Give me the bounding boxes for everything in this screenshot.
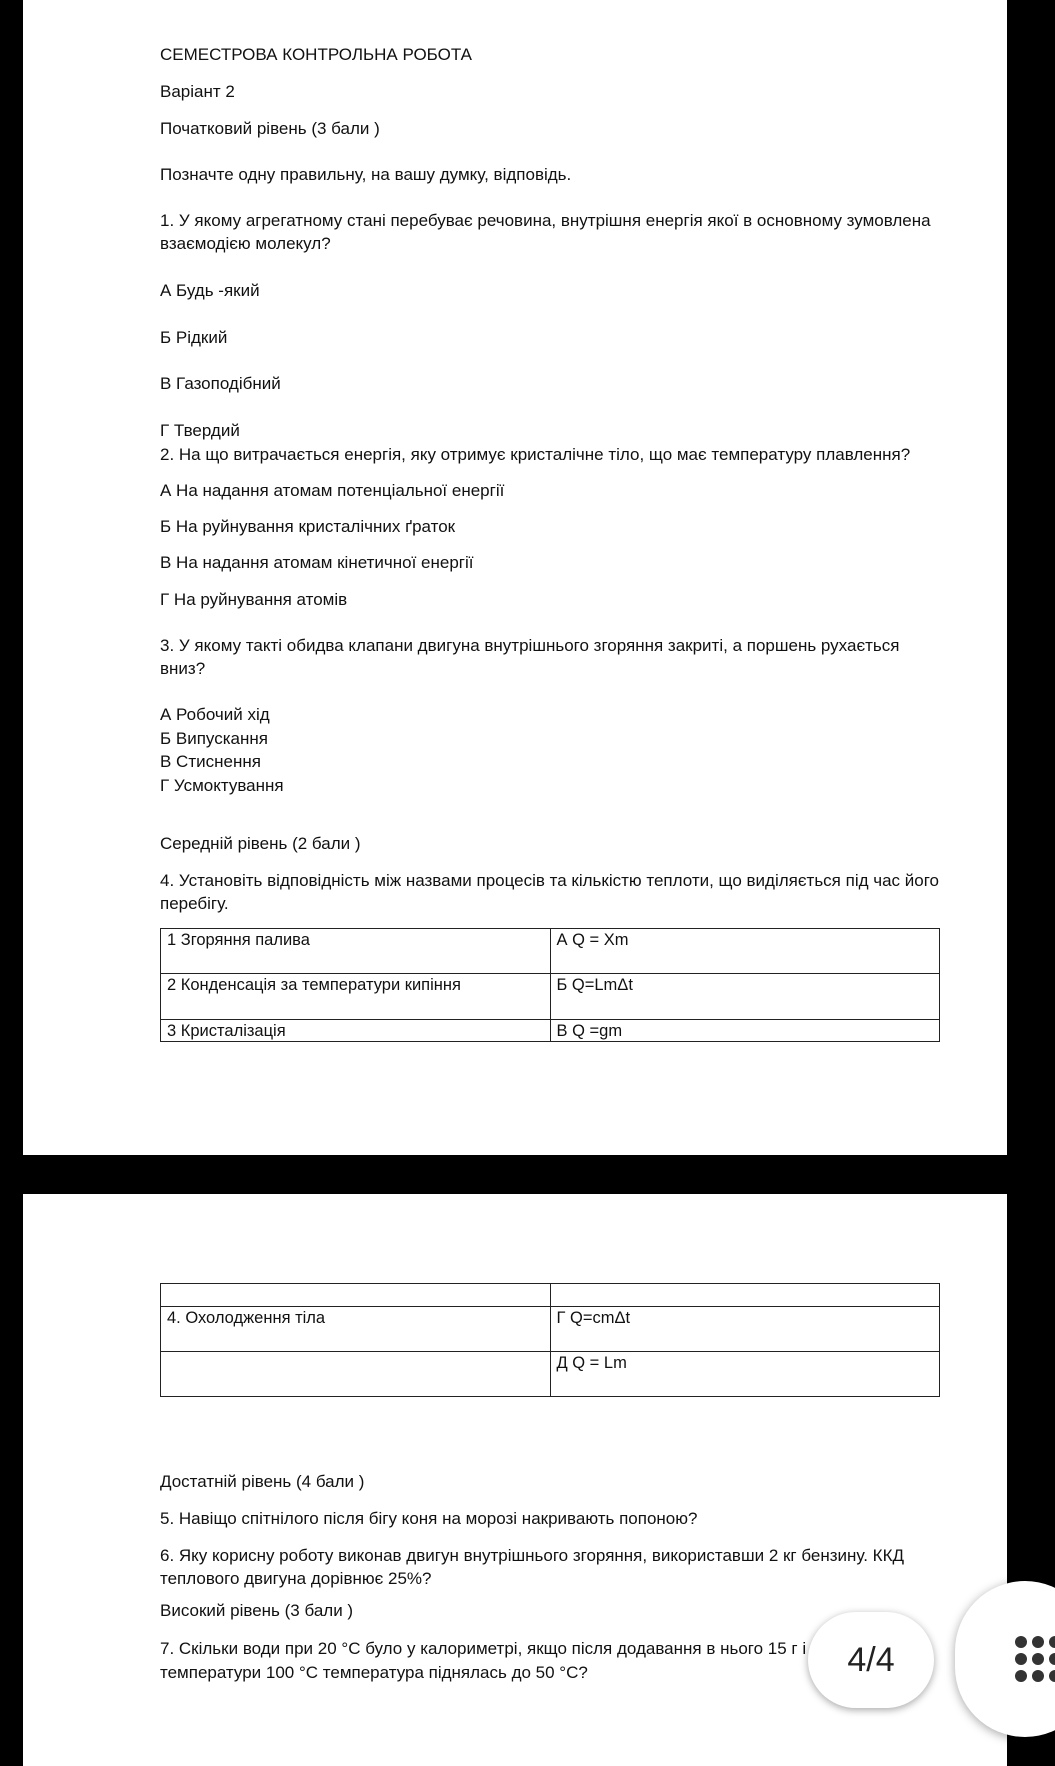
question-2-option: Г На руйнування атомів [160,590,348,609]
instruction-text: Позначте одну правильну, на вашу думку, відповідь. [160,165,572,184]
question-4: 4. Установіть відповідність між назвами процесів та кількістю теплоти, що виділяється під час його перебігу. [160,871,940,913]
question-2: 2. На що витрачається енергія, яку отримує кристалічне тіло, що має температуру плавлення? [160,445,911,464]
question-3-option: Б Випускання [160,729,268,748]
table-cell [161,1284,551,1307]
table-cell: 3 Кристалізація [161,1020,551,1042]
table-row [161,1284,940,1307]
table-row [161,1020,940,1042]
matching-table-part-1 [160,928,940,1042]
table-cell: 1 Згоряння палива [161,929,551,974]
level-heading-sufficient: Достатній рівень (4 бали ) [160,1472,365,1491]
table-cell: 2 Конденсація за температури кипіння [161,974,551,1020]
table-cell: 4. Охолодження тіла [161,1307,551,1352]
question-3-option: А Робочий хід [160,705,270,724]
page-indicator-text: 4/4 [847,1640,895,1679]
level-heading-medium: Середній рівень (2 бали ) [160,834,361,853]
table-cell: Д Q = Lm [550,1352,940,1397]
question-6: 6. Яку корисну роботу виконав двигун внутрішнього згоряння, використавши 2 кг бензину. ККД теплового двигуна дорівнює 25%? [160,1546,904,1588]
page-title: СЕМЕСТРОВА КОНТРОЛЬНА РОБОТА [160,45,473,64]
level-heading-initial: Початковий рівень (3 бали ) [160,119,380,138]
question-2-option: В На надання атомам кінетичної енергії [160,553,474,572]
table-row [161,1352,940,1397]
question-1-option: В Газоподібний [160,374,281,393]
table-cell [161,1352,551,1397]
question-3: 3. У якому такті обидва клапани двигуна внутрішнього згоряння закриті, а поршень рухається вниз? [160,636,900,678]
question-1-option: Б Рідкий [160,328,228,347]
question-1-option: А Будь -який [160,281,260,300]
table-cell [550,1284,940,1307]
document-page-1 [23,0,1007,1155]
table-cell: Г Q=cmΔt [550,1307,940,1352]
question-2-option: Б На руйнування кристалічних ґраток [160,517,456,536]
question-7-line-1: 7. Скільки води при 20 °С було у калориметрі, якщо після додавання в нього 15 г і [160,1639,807,1658]
table-row [161,1307,940,1352]
level-heading-high: Високий рівень (3 бали ) [160,1601,354,1620]
table-row [161,974,940,1020]
table-row [161,929,940,974]
question-7-line-2: температури 100 °С температура піднялась до 50 °С? [160,1663,588,1682]
question-2-option: А На надання атомам потенціальної енергії [160,481,505,500]
page-indicator-button[interactable] [808,1612,934,1708]
question-5: 5. Навіщо спітнілого після бігу коня на морозі накривають попоною? [160,1509,698,1528]
table-cell: Б Q=LmΔt [550,974,940,1020]
variant-label: Варіант 2 [160,82,235,101]
matching-table-part-2 [160,1283,940,1397]
question-1-option: Г Твердий [160,421,240,440]
grid-dots-icon [1015,1636,1055,1682]
table-cell: А Q = Xm [550,929,940,974]
question-1: 1. У якому агрегатному стані перебуває речовина, внутрішня енергія якої в основному зумовлена взаємодією молекул? [160,211,931,253]
question-3-option: Г Усмоктування [160,776,284,795]
question-3-option: В Стиснення [160,752,261,771]
table-cell: В Q =gm [550,1020,940,1042]
